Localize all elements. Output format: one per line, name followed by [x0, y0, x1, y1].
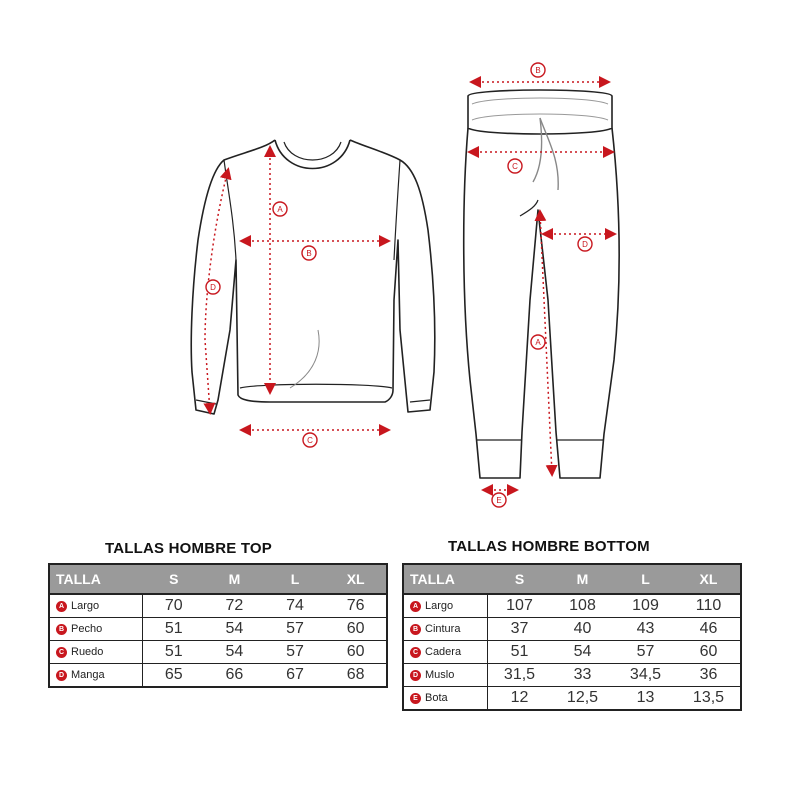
sweatshirt-measurements: [205, 148, 388, 430]
cell-l: 109: [632, 597, 659, 614]
cell-l: 57: [286, 620, 304, 637]
row-label: Pecho: [71, 623, 103, 635]
badge-b-top: B: [306, 249, 312, 258]
row-badge: A: [410, 601, 421, 612]
cell-s: 12: [510, 689, 529, 706]
row-label: Muslo: [425, 669, 455, 681]
header-xl: XL: [346, 571, 365, 587]
cell-s: 51: [510, 643, 529, 660]
cell-l: 13: [636, 689, 655, 706]
cell-m: 12,5: [566, 689, 599, 706]
cell-m: 66: [225, 666, 244, 683]
sweatshirt-badges: [206, 202, 317, 447]
header-l: L: [641, 571, 650, 587]
top-size-table: [48, 563, 388, 688]
badge-c-bottom: C: [512, 162, 518, 171]
header-talla: TALLA: [410, 571, 455, 587]
table-row: [50, 618, 386, 641]
table-row: [404, 664, 740, 687]
cell-xl: 110: [695, 597, 722, 614]
header-l: L: [290, 571, 300, 587]
cell-xl: 60: [346, 620, 365, 637]
row-badge: C: [56, 647, 67, 658]
cell-s: 65: [164, 666, 183, 683]
badge-a-bottom: A: [535, 338, 541, 347]
cell-m: 33: [573, 666, 592, 683]
cell-l: 43: [636, 620, 655, 637]
row-badge: B: [56, 624, 67, 635]
cell-s: 31,5: [503, 666, 536, 683]
header-m: M: [228, 571, 241, 587]
table-row: [404, 687, 740, 709]
cell-xl: 60: [699, 643, 718, 660]
table-header: [50, 565, 386, 595]
row-label: Cintura: [425, 623, 461, 635]
row-label: Largo: [71, 600, 100, 612]
top-table-title: TALLAS HOMBRE TOP: [105, 540, 273, 557]
table-row: [50, 641, 386, 664]
cell-l: 74: [286, 597, 304, 614]
row-badge: D: [56, 670, 67, 681]
pants-drawing: [464, 90, 619, 478]
badge-d-top: D: [210, 283, 216, 292]
cell-m: 54: [573, 643, 592, 660]
badge-d-bottom: D: [582, 240, 588, 249]
table-row: [404, 595, 740, 618]
cell-xl: 68: [346, 666, 365, 683]
row-badge: D: [410, 670, 421, 681]
row-badge: C: [410, 647, 421, 658]
table-header: [404, 565, 740, 595]
cell-l: 67: [286, 666, 304, 683]
row-badge: A: [56, 601, 67, 612]
cell-s: 107: [506, 597, 533, 614]
row-label: Cadera: [425, 646, 462, 658]
cell-l: 57: [636, 643, 655, 660]
cell-xl: 13,5: [692, 689, 725, 706]
badge-c-top: C: [307, 436, 313, 445]
header-m: M: [576, 571, 589, 587]
badge-e-bottom: E: [496, 496, 502, 505]
cell-m: 108: [569, 597, 596, 614]
cell-l: 57: [286, 643, 304, 660]
table-row: [404, 618, 740, 641]
row-label: Bota: [425, 692, 448, 704]
badge-a-top: A: [277, 205, 283, 214]
cell-s: 51: [164, 620, 183, 637]
row-label: Ruedo: [71, 646, 104, 658]
cell-xl: 76: [346, 597, 365, 614]
cell-xl: 46: [699, 620, 718, 637]
badge-b-bottom: B: [535, 66, 541, 75]
header-xl: XL: [699, 571, 718, 587]
table-row: [50, 595, 386, 618]
row-badge: B: [410, 624, 421, 635]
bottom-size-table: [402, 563, 742, 711]
table-row: [404, 641, 740, 664]
row-badge: E: [410, 693, 421, 704]
cell-m: 54: [225, 643, 244, 660]
cell-m: 54: [225, 620, 244, 637]
table-row: [50, 664, 386, 686]
row-label: Manga: [71, 669, 105, 681]
cell-m: 72: [225, 597, 244, 614]
cell-s: 37: [510, 620, 529, 637]
cell-s: 51: [164, 643, 183, 660]
cell-m: 40: [573, 620, 592, 637]
cell-s: 70: [164, 597, 183, 614]
bottom-table-title: TALLAS HOMBRE BOTTOM: [448, 538, 650, 555]
header-s: S: [169, 571, 179, 587]
header-s: S: [514, 571, 525, 587]
cell-xl: 60: [346, 643, 365, 660]
header-talla: TALLA: [56, 571, 101, 587]
row-label: Largo: [425, 600, 454, 612]
cell-xl: 36: [699, 666, 718, 683]
cell-l: 34,5: [629, 666, 662, 683]
sweatshirt-drawing: [191, 140, 435, 414]
